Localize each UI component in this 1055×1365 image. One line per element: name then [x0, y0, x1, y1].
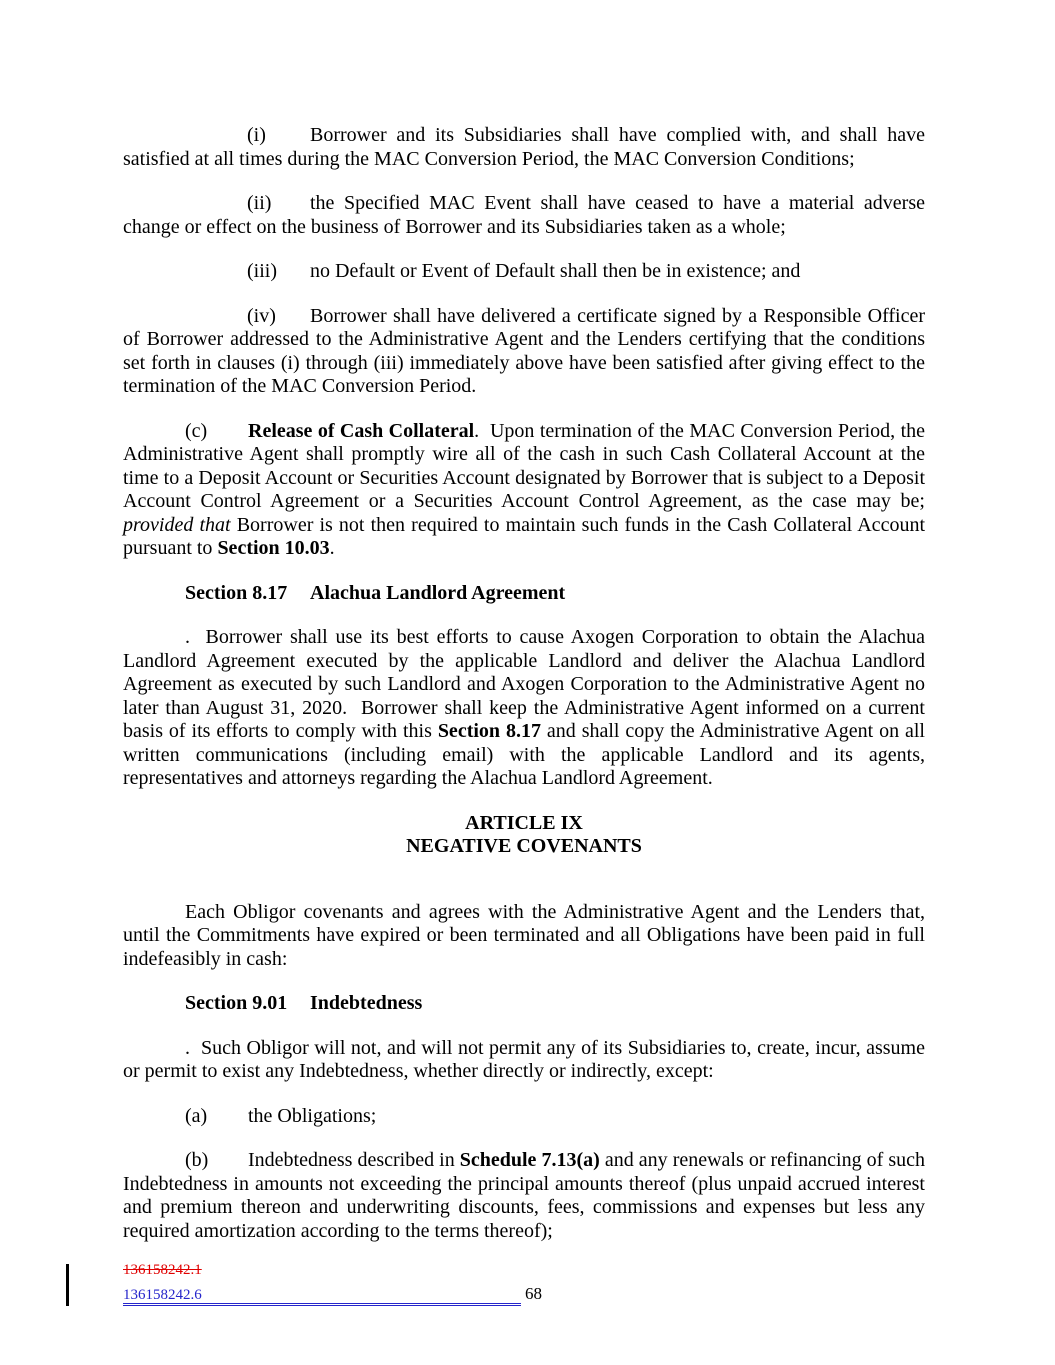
clause-ii-text: the Specified MAC Event shall have ceased to have a material adverse change or effect on the business of Borrower and its Subsidiaries taken as a whole;	[123, 192, 925, 238]
clause-iv-marker: (iv)	[247, 304, 276, 327]
page-number: 68	[525, 1284, 542, 1303]
item-a-text: the Obligations;	[248, 1104, 377, 1127]
paragraph-c-release-of-cash-collateral	[123, 420, 925, 561]
paragraph-article-ix-intro: Each Obligor covenants and agrees with the Administrative Agent and the Lenders that, until the Commitments have expired or been terminated and all Obligations have been paid in full indefeasibly in cash:	[123, 900, 925, 970]
article-ix-number: ARTICLE IX	[465, 811, 583, 834]
clause-ii-marker: (ii)	[247, 192, 272, 214]
clause-i	[123, 124, 925, 171]
item-b	[123, 1149, 925, 1243]
paragraph-section-8-17-body: . Borrower shall use its best efforts to cause Axogen Corporation to obtain the Alachua Landlord Agreement executed by the applicable Landlord and deliver the Alachua Landlord Agreement as executed by such Landlord and Axogen Corporation to the Administrative Agent no later than August 31, 2020. Borrower shall keep the Administrative Agent informed on a current basis of its efforts to comply with this Section 8.17 and shall copy the Administrative Agent on all written communications (including email) with the applicable Landlord and its agents, representatives and attorneys regarding the Alachua Landlord Agreement.	[123, 626, 925, 789]
section-9-01-number: Section 9.01	[185, 992, 288, 1014]
item-b-marker: (b)	[185, 1149, 209, 1171]
document-body	[123, 124, 925, 1264]
item-b-text: Indebtedness described in Schedule 7.13(a) and any renewals or refinancing of such Indebtedness in amounts not exceeding the principal amounts thereof (plus unpaid accrued interest and premium thereon and underwriting discounts, fees, commissions and expenses but less any required amortization according to the terms thereof);	[123, 1149, 925, 1242]
clause-iii-marker: (iii)	[247, 260, 277, 282]
clause-iv-text: Borrower shall have delivered a certificate signed by a Responsible Officer of Borrower addressed to the Administrative Agent and the Lenders certifying that the conditions set forth in clauses (i) through (iii) immediately above have been satisfied after giving effect to the termination of the MAC Conversion Period.	[123, 304, 925, 397]
heading-section-9-01	[185, 992, 925, 1016]
clause-i-marker: (i)	[247, 124, 266, 146]
article-ix-title: NEGATIVE COVENANTS	[406, 835, 642, 857]
paragraph-section-9-01-body: . Such Obligor will not, and will not permit any of its Subsidiaries to, create, incur, assume or permit to exist any Indebtedness, whether directly or indirectly, except:	[123, 1036, 925, 1082]
section-9-01-title: Indebtedness	[310, 992, 423, 1014]
clause-ii	[123, 192, 925, 239]
clause-iii	[123, 260, 925, 284]
heading-section-8-17	[185, 582, 925, 606]
doc-id-leader-line	[123, 1287, 521, 1306]
clause-iv	[123, 305, 925, 399]
doc-id-deleted: 136158242.1	[123, 1262, 202, 1278]
clause-iii-text: no Default or Event of Default shall then be in existence; and	[310, 260, 801, 282]
section-8-17-title: Alachua Landlord Agreement	[310, 581, 566, 604]
item-a-marker: (a)	[185, 1104, 208, 1127]
item-a	[123, 1105, 925, 1129]
clause-i-text: Borrower and its Subsidiaries shall have complied with, and shall have satisfied at all times during the MAC Conversion Period, the MAC Conversion Conditions;	[123, 124, 925, 170]
heading-article-ix	[123, 812, 925, 859]
paragraph-c-marker: (c)	[185, 419, 208, 442]
footer-row	[123, 1284, 542, 1306]
doc-id-current: 136158242.6	[123, 1287, 202, 1303]
article-heading-spacer	[123, 880, 925, 901]
page-footer	[123, 1261, 542, 1306]
section-8-17-number: Section 8.17	[185, 581, 288, 604]
paragraph-c-text: Release of Cash Collateral. Upon termination of the MAC Conversion Period, the Administrative Agent shall promptly wire all of the cash in such Cash Collateral Account at the time to a Deposit Account or Securities Account designated by Borrower that is subject to a Deposit Account Control Agreement or a Securities Account Control Agreement, as the case may be; provided that Borrower is not then required to maintain such funds in the Cash Collateral Account pursuant to Section 10.03.	[123, 419, 925, 559]
revision-change-bar	[66, 1264, 69, 1306]
